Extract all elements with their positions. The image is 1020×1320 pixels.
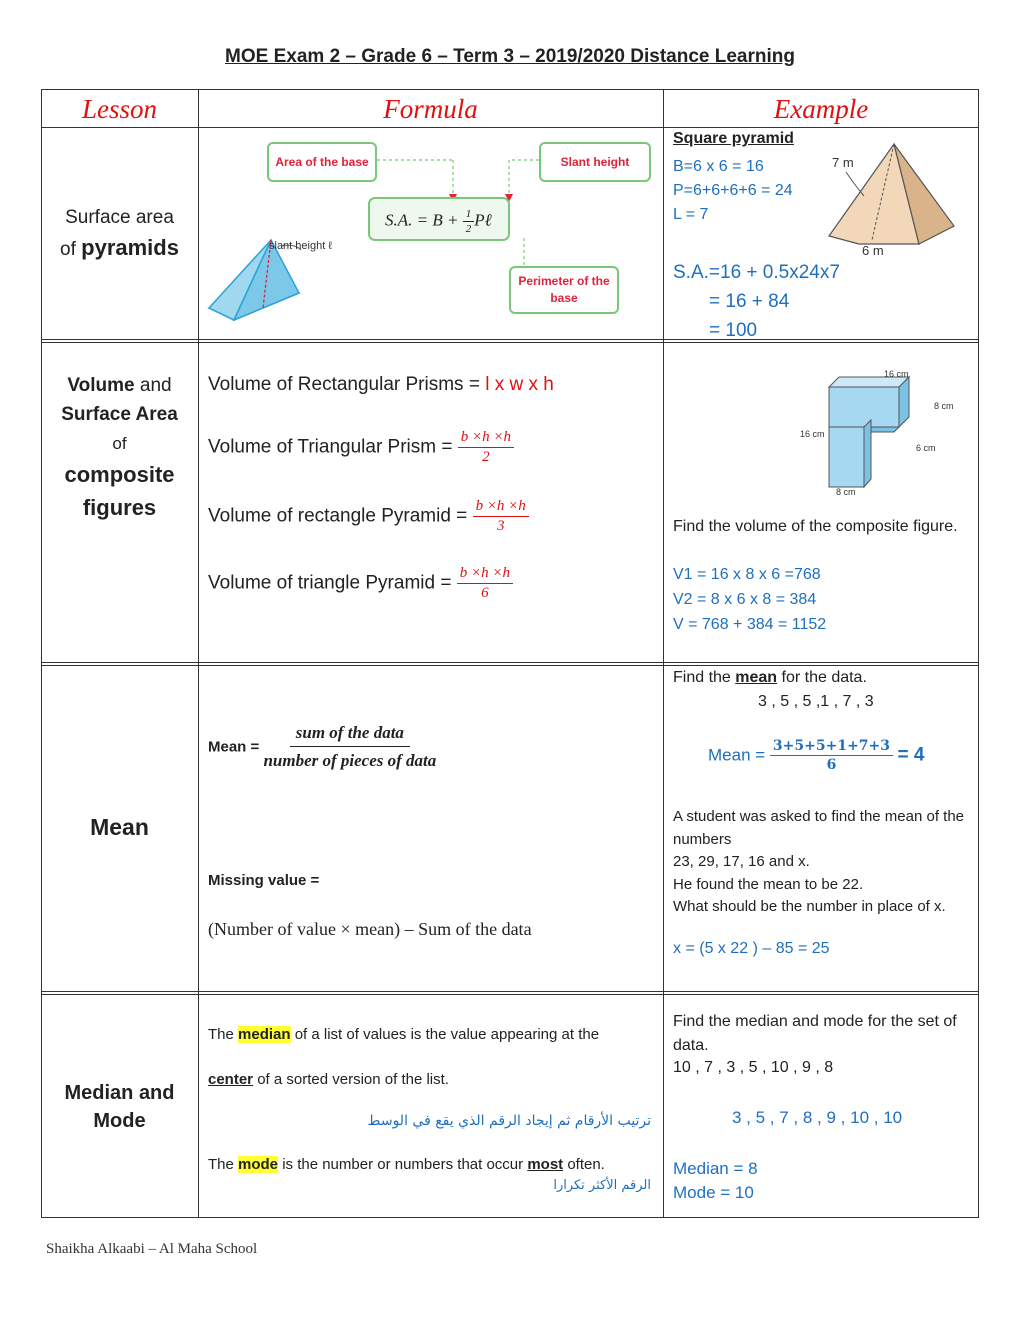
footer-author: Shaikha Alkaabi – Al Maha School — [46, 1241, 258, 1257]
lesson-text: Volume and — [67, 375, 172, 396]
mean-calculation: Mean = $\frac{3+5+5+1+7+3}{6}$ = 4 — [708, 738, 925, 773]
formula-tri-pyramid: Volume of triangle Pyramid = $\frac{b \times h \times h}{6}$ — [208, 565, 513, 602]
lesson-text: Surface area — [65, 206, 174, 228]
example-title: Square pyramid — [673, 130, 794, 147]
formula-rect-prism: Volume of Rectangular Prisms = l x w x h — [208, 374, 554, 395]
median-definition: The median of a list of values is the value appearing at the — [208, 1026, 600, 1043]
lesson-surface-area — [41, 128, 198, 339]
header-example: Example — [773, 94, 869, 124]
dim-inner: 6 cm — [916, 443, 936, 453]
formula-median-mode — [199, 995, 663, 1218]
dim-top: 16 cm — [884, 369, 909, 379]
formula-rect-pyramid: Volume of rectangle Pyramid = $\frac{b \times h \times h}{3}$ — [208, 498, 529, 535]
dim-right: 8 cm — [934, 401, 954, 411]
lesson-text: figures — [82, 495, 157, 520]
label-6m: 6 m — [862, 243, 884, 258]
slant-height-label: slant height ℓ — [269, 240, 332, 252]
median-mode-data: 10 , 7 , 3 , 5 , 10 , 9 , 8 — [673, 1059, 834, 1076]
missing-value-question: A student was asked to find the mean of the numbers 23, 29, 17, 16 and x. He found the mean to be 22. What should be the number in place of x. — [673, 808, 965, 915]
sorted-data: 3 , 5 , 7 , 8 , 9 , 10 , 10 — [732, 1108, 903, 1127]
mean-prompt: Find the mean for the data. — [673, 669, 867, 686]
formula-composite — [199, 343, 663, 662]
example-median-mode — [664, 995, 979, 1218]
lesson-median-mode — [41, 995, 198, 1218]
surface-area-formula: S.A. = B + $\frac{1}{2}$ Pℓ — [385, 208, 492, 235]
example-solution: V1 = 16 x 8 x 6 =768 V2 = 8 x 6 x 8 = 384 V = 768 + 384 = 1152 — [673, 566, 827, 633]
mode-arabic: الرقم الأكثر تكرارا — [553, 1178, 651, 1193]
square-pyramid-figure — [824, 134, 964, 254]
missing-value-answer: x = (5 x 22 ) – 85 = 25 — [673, 940, 830, 957]
missing-value-label: Missing value = — [208, 872, 320, 889]
example-composite — [664, 343, 979, 662]
callout-slant-height: Slant height — [539, 142, 651, 182]
lesson-composite — [41, 343, 198, 662]
lesson-text: Mean — [90, 814, 149, 840]
lesson-text: composite — [64, 462, 175, 487]
callout-perimeter: Perimeter of the base — [509, 266, 619, 314]
lesson-text: Surface Area — [61, 404, 178, 425]
mean-formula: Mean = $\frac{\text{sum of the data}}{\text{number of pieces of data}}$ — [208, 723, 437, 770]
missing-value-formula: (Number of value × mean) – Sum of the data — [208, 919, 532, 939]
label-7m: 7 m — [832, 155, 854, 170]
example-prompt: Find the volume of the composite figure. — [673, 518, 958, 535]
mode-definition: The mode is the number or numbers that occur most often. — [208, 1156, 605, 1173]
median-arabic: ترتيب الأرقام ثم إيجاد الرقم الذي يقع في الوسط — [367, 1113, 651, 1129]
median-definition-cont: center of a sorted version of the list. — [208, 1071, 449, 1088]
page-title: MOE Exam 2 – Grade 6 – Term 3 – 2019/2020 Distance Learning — [225, 46, 795, 67]
median-mode-prompt: Find the median and mode for the set of data. — [673, 1013, 957, 1054]
example-surface-area — [664, 128, 979, 339]
formula-mean — [199, 666, 663, 991]
composite-figure — [819, 367, 959, 497]
lesson-text: Median and — [64, 1081, 175, 1104]
header-lesson: Lesson — [81, 94, 157, 124]
callout-area-of-base: Area of the base — [267, 142, 377, 182]
header-formula: Formula — [383, 94, 478, 124]
lesson-text: of pyramids — [60, 234, 179, 260]
formula-surface-area — [199, 128, 663, 339]
formula-tri-prism: Volume of Triangular Prism = $\frac{b \times h \times h}{2}$ — [208, 429, 514, 466]
dim-left: 16 cm — [800, 429, 825, 439]
median-mode-answer: Median = 8 Mode = 10 — [673, 1159, 758, 1202]
lesson-text: Mode — [93, 1109, 146, 1132]
dim-bottom: 8 cm — [836, 487, 856, 497]
lesson-text: of — [112, 434, 127, 453]
example-mean — [664, 666, 979, 991]
lesson-mean — [41, 666, 198, 991]
example-solution: S.A.=16 + 0.5x24x7 = 16 + 84 = 100 — [673, 262, 840, 341]
example-givens: B=6 x 6 = 16 P=6+6+6+6 = 24 L = 7 — [673, 158, 793, 223]
mean-data: 3 , 5 , 5 ,1 , 7 , 3 — [758, 693, 874, 710]
